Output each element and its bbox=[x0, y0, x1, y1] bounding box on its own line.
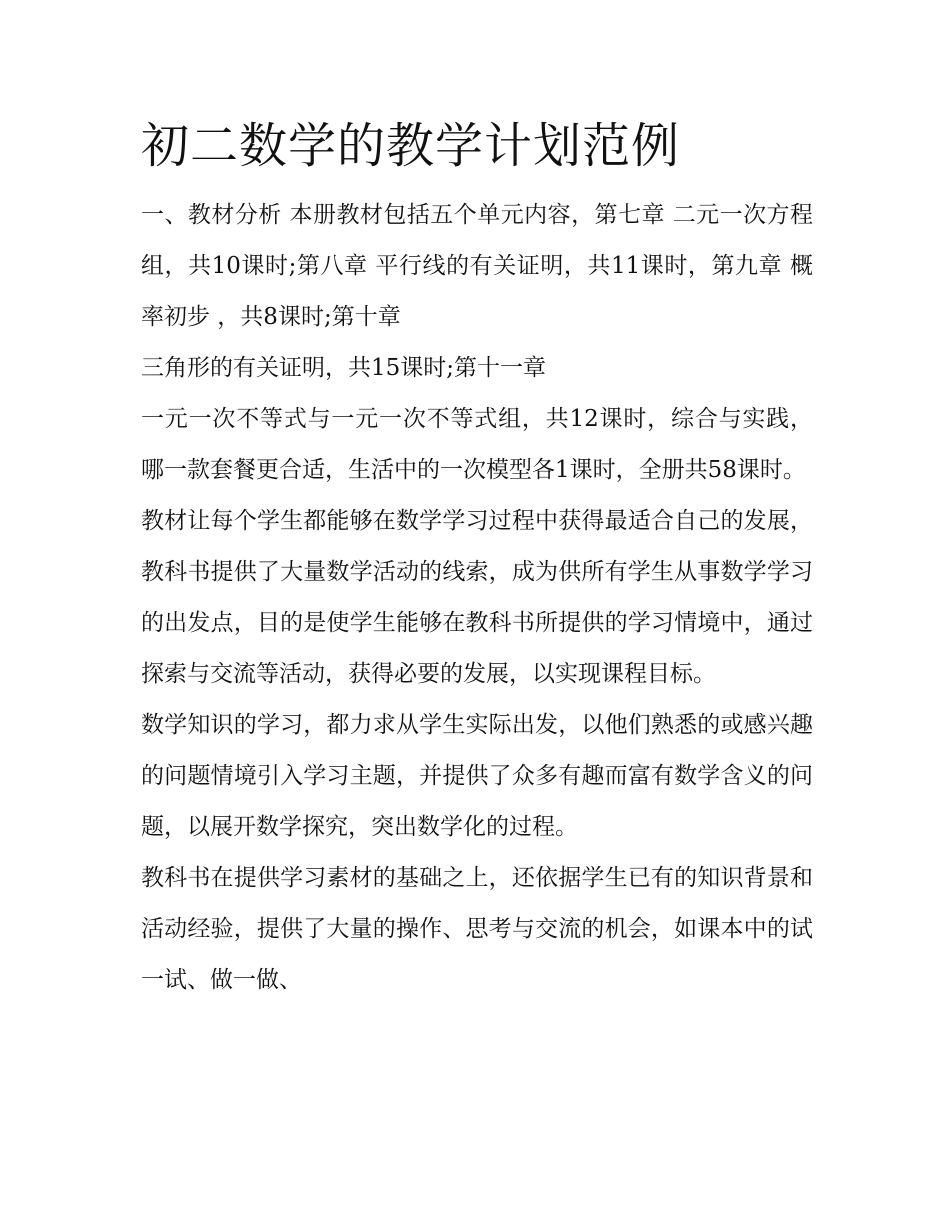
paragraph-inequalities: 一元一次不等式与一元一次不等式组，共12课时，综合与实践，哪一款套餐更合适，生活中的一次模型各1课时，全册共58课时。 bbox=[141, 406, 813, 483]
paragraph-triangle-proofs: 三角形的有关证明，共15课时;第十一章 bbox=[141, 355, 547, 381]
document-title: 初二数学的教学计划范例 bbox=[141, 118, 681, 174]
paragraph-student-development: 教材让每个学生都能够在数学学习过程中获得最适合自己的发展，教科书提供了大量数学活动的线索，成为供所有学生从事数学学习的出发点，目的是使学生能够在教科书所提供的学习情境中，通过探索与交流等活动，获得必要的发展，以实现课程目标。 bbox=[141, 508, 813, 687]
paragraph-learning-materials: 教科书在提供学习素材的基础之上，还依据学生已有的知识背景和活动经验，提供了大量的操作、思考与交流的机会，如课本中的试一试、做一做、 bbox=[141, 865, 813, 993]
paragraph-math-knowledge: 数学知识的学习，都力求从学生实际出发，以他们熟悉的或感兴趣的问题情境引入学习主题，并提供了众多有趣而富有数学含义的问题，以展开数学探究，突出数学化的过程。 bbox=[141, 712, 813, 840]
paragraph-textbook-chapters: 一、教材分析 本册教材包括五个单元内容，第七章 二元一次方程组，共10课时;第八章 平行线的有关证明，共11课时，第九章 概率初步 ，共8课时;第十章 bbox=[141, 202, 813, 330]
document-page bbox=[141, 112, 813, 1006]
